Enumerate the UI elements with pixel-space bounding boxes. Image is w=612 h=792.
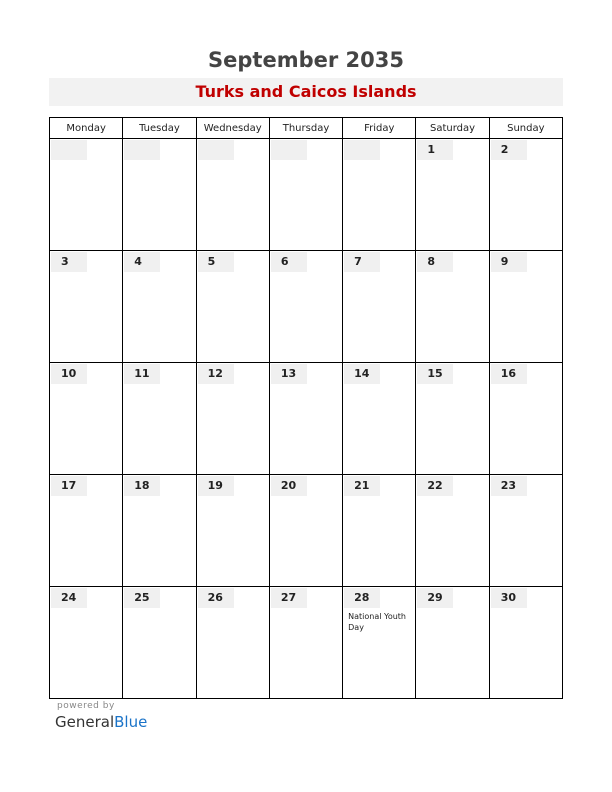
day-cell xyxy=(196,363,269,475)
day-number: 22 xyxy=(417,476,453,496)
calendar-grid xyxy=(49,117,563,699)
day-number: 1 xyxy=(417,140,453,160)
day-number: 19 xyxy=(198,476,234,496)
week-row xyxy=(50,587,563,699)
day-cell xyxy=(343,139,416,251)
day-cell xyxy=(269,139,342,251)
day-number: 20 xyxy=(271,476,307,496)
day-cell xyxy=(416,475,489,587)
day-number: 12 xyxy=(198,364,234,384)
day-number xyxy=(51,140,87,160)
day-cell xyxy=(489,475,562,587)
day-cell xyxy=(269,251,342,363)
day-number: 3 xyxy=(51,252,87,272)
weekday-header-row xyxy=(50,118,563,139)
day-number: 6 xyxy=(271,252,307,272)
day-cell xyxy=(50,363,123,475)
week-row xyxy=(50,363,563,475)
weekday-header: Monday xyxy=(50,118,123,139)
day-number: 25 xyxy=(124,588,160,608)
day-cell xyxy=(196,251,269,363)
day-number xyxy=(198,140,234,160)
day-number: 28 xyxy=(344,588,380,608)
day-cell xyxy=(50,475,123,587)
day-number xyxy=(344,140,380,160)
calendar-body xyxy=(50,139,563,699)
weekday-header: Thursday xyxy=(269,118,342,139)
day-number: 17 xyxy=(51,476,87,496)
weekday-header: Saturday xyxy=(416,118,489,139)
day-number: 2 xyxy=(491,140,527,160)
day-number: 5 xyxy=(198,252,234,272)
day-number: 23 xyxy=(491,476,527,496)
day-cell xyxy=(196,475,269,587)
day-cell xyxy=(416,587,489,699)
day-number: 21 xyxy=(344,476,380,496)
day-number: 8 xyxy=(417,252,453,272)
day-cell xyxy=(123,587,196,699)
day-number: 15 xyxy=(417,364,453,384)
day-cell xyxy=(50,251,123,363)
week-row xyxy=(50,139,563,251)
day-cell xyxy=(123,363,196,475)
day-cell xyxy=(196,139,269,251)
day-cell xyxy=(489,251,562,363)
day-cell xyxy=(489,587,562,699)
day-cell xyxy=(489,363,562,475)
day-number: 29 xyxy=(417,588,453,608)
day-cell xyxy=(50,587,123,699)
week-row xyxy=(50,475,563,587)
day-cell xyxy=(123,475,196,587)
day-cell xyxy=(416,139,489,251)
day-cell xyxy=(416,363,489,475)
day-number: 4 xyxy=(124,252,160,272)
day-cell xyxy=(343,251,416,363)
day-cell xyxy=(269,363,342,475)
day-number: 13 xyxy=(271,364,307,384)
day-number: 18 xyxy=(124,476,160,496)
brand-general: General xyxy=(55,713,115,731)
weekday-header: Friday xyxy=(343,118,416,139)
day-cell xyxy=(123,251,196,363)
generalblue-logo[interactable] xyxy=(55,713,147,731)
weekday-header: Wednesday xyxy=(196,118,269,139)
holiday-event: National Youth Day xyxy=(348,612,406,632)
day-number: 27 xyxy=(271,588,307,608)
day-number: 10 xyxy=(51,364,87,384)
day-cell xyxy=(343,363,416,475)
page-title: September 2035 xyxy=(208,48,404,72)
day-number xyxy=(124,140,160,160)
day-cell xyxy=(269,475,342,587)
day-number: 11 xyxy=(124,364,160,384)
day-number: 14 xyxy=(344,364,380,384)
day-number: 30 xyxy=(491,588,527,608)
day-number: 16 xyxy=(491,364,527,384)
day-cell xyxy=(489,139,562,251)
day-number: 24 xyxy=(51,588,87,608)
day-cell xyxy=(123,139,196,251)
brand-blue: Blue xyxy=(114,713,148,731)
day-cell xyxy=(50,139,123,251)
day-cell xyxy=(343,475,416,587)
day-cell xyxy=(196,587,269,699)
day-cell xyxy=(416,251,489,363)
day-number: 26 xyxy=(198,588,234,608)
day-number xyxy=(271,140,307,160)
weekday-header: Sunday xyxy=(489,118,562,139)
weekday-header: Tuesday xyxy=(123,118,196,139)
week-row xyxy=(50,251,563,363)
powered-by-label: powered by xyxy=(57,701,115,711)
day-cell xyxy=(343,587,416,699)
day-number: 7 xyxy=(344,252,380,272)
day-number: 9 xyxy=(491,252,527,272)
region-subtitle: Turks and Caicos Islands xyxy=(49,78,563,106)
day-cell xyxy=(269,587,342,699)
